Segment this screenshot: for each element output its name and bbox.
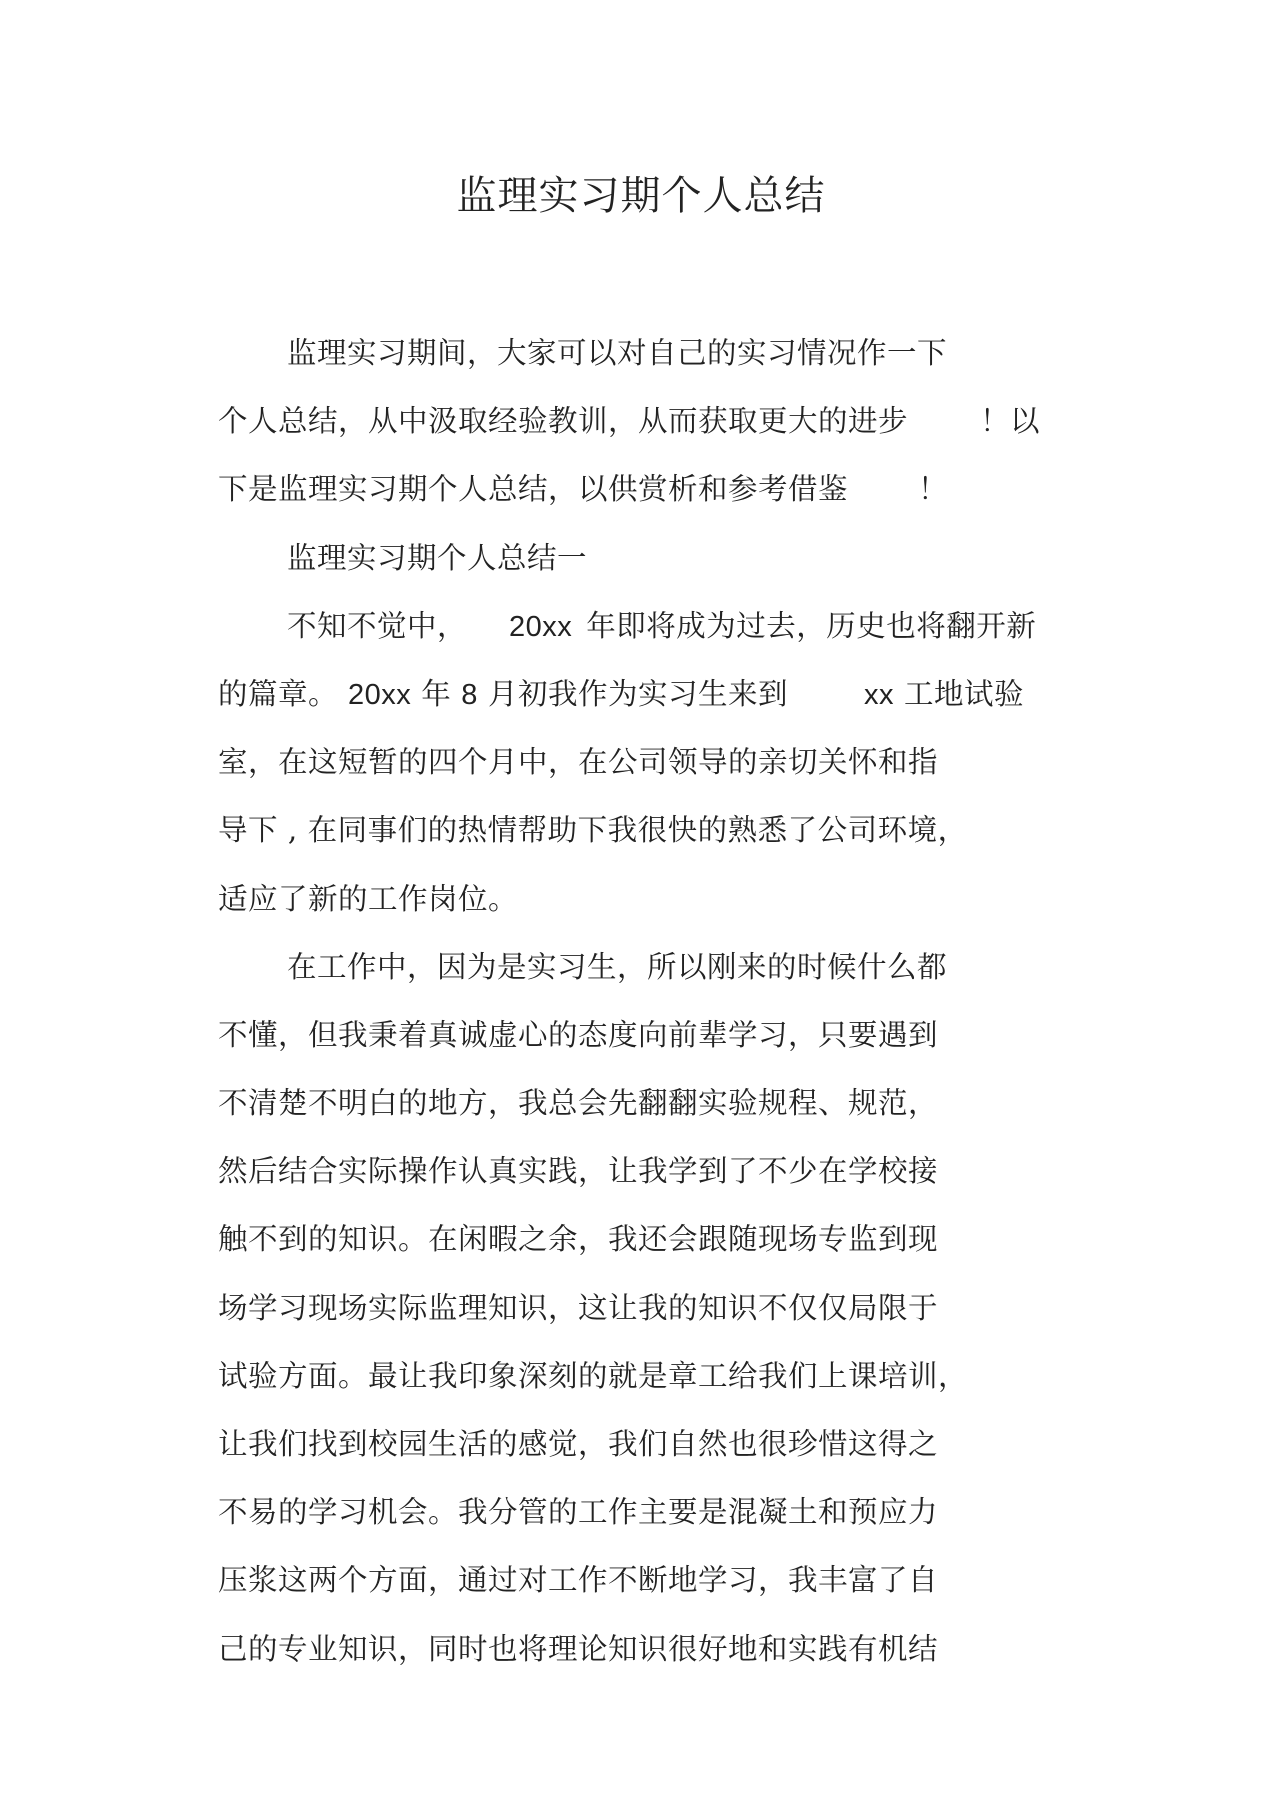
text-segment: 8 (461, 678, 478, 711)
paragraph-line: 然后结合实际操作认真实践，让我学到了不少在学校接 (218, 1154, 939, 1189)
paragraph-line: 压浆这两个方面，通过对工作不断地学习，我丰富了自 (218, 1563, 939, 1598)
text-segment: 工地试验 (903, 676, 1024, 711)
text-segment: 年即将成为过去，历史也将翻开新 (586, 608, 1037, 643)
paragraph-line: 在工作中，因为是实习生，所以刚来的时候什么都 (287, 949, 948, 984)
text-segment: ！以 (980, 404, 1041, 439)
paragraph-line: 让我们找到校园生活的感觉，我们自然也很珍惜这得之 (218, 1427, 939, 1461)
document-title: 监理实习期个人总结 (456, 173, 826, 219)
paragraph-line (218, 387, 1118, 455)
text-segment: ！ (918, 472, 949, 507)
paragraph-line: 触不到的知识。在闲暇之余，我还会跟随现场专监到现 (218, 1222, 939, 1257)
paragraph-line: 适应了新的工作岗位。 (218, 881, 519, 916)
paragraph-line: 场学习现场实际监理知识，这让我的知识不仅仅局限于 (218, 1290, 939, 1325)
paragraph-line: 己的专业知识，同时也将理论知识很好地和实践有机结 (218, 1631, 939, 1666)
paragraph-line: 室，在这短暂的四个月中，在公司领导的亲切关怀和指 (218, 745, 939, 780)
text-segment: 不知不觉中， (287, 608, 468, 643)
paragraph-line: 不懂，但我秉着真诚虚心的态度向前辈学习，只要遇到 (218, 1017, 939, 1052)
paragraph-line: 试验方面。最让我印象深刻的就是章工给我们上课培训， (218, 1358, 969, 1393)
paragraph-line: 导下 , 在同事们的热情帮助下我很快的熟悉了公司环境， (218, 813, 968, 848)
paragraph-line (218, 455, 1118, 523)
paragraph-line (218, 592, 1118, 660)
text-segment: 下是监理实习期个人总结，以供赏析和参考借鉴 (218, 472, 849, 507)
text-segment: xx (863, 678, 894, 711)
paragraph-line: 监理实习期间，大家可以对自己的实习情况作一下 (287, 336, 948, 370)
paragraph-line: 不清楚不明白的地方，我总会先翻翻实验规程、规范， (218, 1086, 939, 1121)
paragraph-line (218, 660, 1118, 728)
text-segment: 20xx (509, 610, 573, 643)
document-body (218, 319, 1118, 1683)
text-segment: 的篇章。 (218, 676, 339, 711)
text-segment: 月初我作为实习生来到 (487, 676, 788, 711)
paragraph-line: 不易的学习机会。我分管的工作主要是混凝土和预应力 (218, 1495, 939, 1530)
text-segment: 个人总结，从中汲取经验教训，从而获取更大的进步 (218, 404, 909, 439)
section-heading: 监理实习期个人总结一 (287, 540, 588, 575)
text-segment: 20xx (348, 678, 412, 711)
text-segment: 年 (421, 676, 452, 711)
